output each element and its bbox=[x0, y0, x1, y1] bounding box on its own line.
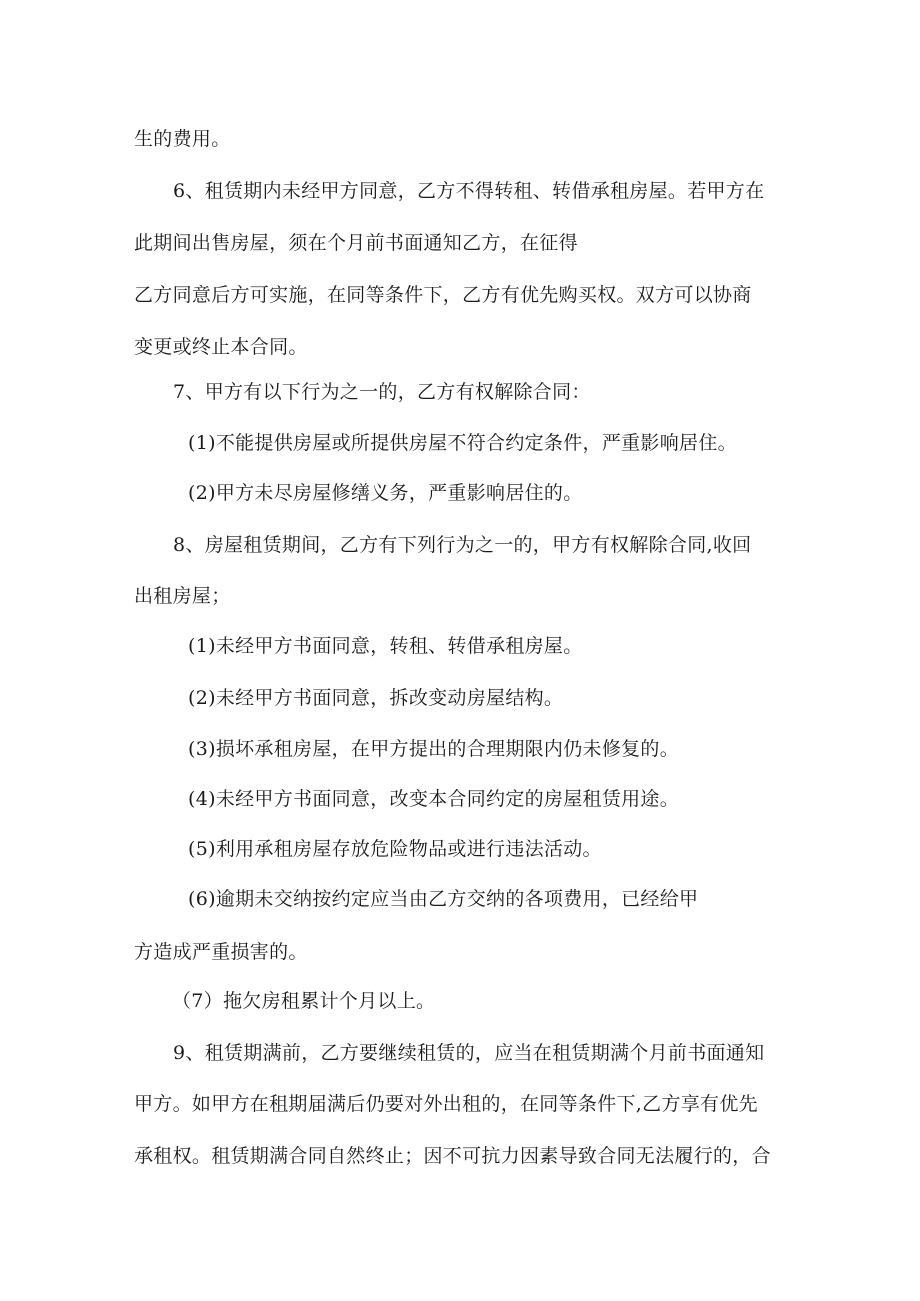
text-line: 方造成严重损害的。 bbox=[134, 941, 308, 963]
text-line: 6、租赁期内未经甲方同意，乙方不得转租、转借承租房屋。若甲方在 bbox=[173, 180, 765, 202]
text-line: (5)利用承租房屋存放危险物品或进行违法活动。 bbox=[188, 838, 602, 860]
text-line: (4)未经甲方书面同意，改变本合同约定的房屋租赁用途。 bbox=[188, 788, 680, 810]
text-line: 承租权。租赁期满合同自然终止；因不可抗力因素导致合同无法履行的，合 bbox=[134, 1145, 771, 1167]
text-line: (3)损坏承租房屋，在甲方提出的合理期限内仍未修复的。 bbox=[188, 738, 680, 760]
text-line: 变更或终止本合同。 bbox=[134, 336, 308, 358]
text-line: （7）拖欠房租累计个月以上。 bbox=[172, 990, 436, 1012]
text-line: 9、租赁期满前，乙方要继续租赁的，应当在租赁期满个月前书面通知 bbox=[173, 1042, 765, 1064]
text-line: 8、房屋租赁期间，乙方有下列行为之一的，甲方有权解除合同,收回 bbox=[173, 534, 752, 556]
text-line: 乙方同意后方可实施，在同等条件下，乙方有优先购买权。双方可以协商 bbox=[134, 284, 752, 306]
text-line: 出租房屋； bbox=[134, 585, 231, 607]
text-line: 生的费用。 bbox=[134, 128, 231, 150]
text-line: 甲方。如甲方在租期届满后仍要对外出租的，在同等条件下,乙方享有优先 bbox=[134, 1093, 758, 1115]
text-line: (2)未经甲方书面同意，拆改变动房屋结构。 bbox=[188, 687, 564, 709]
text-line: (2)甲方未尽房屋修缮义务，严重影响居住的。 bbox=[188, 482, 583, 504]
text-line: 7、甲方有以下行为之一的，乙方有权解除合同： bbox=[173, 381, 591, 403]
text-line: (6)逾期未交纳按约定应当由乙方交纳的各项费用，已经给甲 bbox=[188, 888, 699, 910]
text-line: (1)未经甲方书面同意，转租、转借承租房屋。 bbox=[188, 635, 583, 657]
text-line: 此期间出售房屋，须在个月前书面通知乙方，在征得 bbox=[134, 232, 578, 254]
text-line: (1)不能提供房屋或所提供房屋不符合约定条件，严重影响居住。 bbox=[188, 432, 737, 454]
